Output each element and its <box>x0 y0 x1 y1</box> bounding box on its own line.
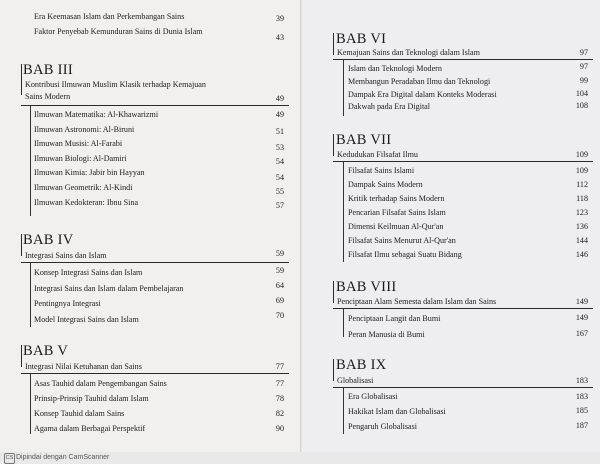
toc-page-number: 55 <box>275 187 284 196</box>
chapter-heading: BAB III <box>23 62 74 78</box>
toc-entry: Hakikat Islam dan Globalisasi <box>348 407 446 416</box>
toc-entry: Peran Manusia di Bumi <box>348 330 425 339</box>
chapter-page-number: 59 <box>275 249 284 258</box>
toc-page-number: 167 <box>575 329 588 338</box>
toc-page-number: 54 <box>275 173 284 182</box>
toc-page-number: 59 <box>275 266 284 275</box>
toc-page-number: 183 <box>575 392 588 401</box>
toc-page-number: 82 <box>275 409 284 418</box>
chapter-page-number: 97 <box>579 48 588 57</box>
toc-entry: Ilmuwan Geometrik: Al-Kindi <box>34 183 133 192</box>
chapter-rule <box>333 59 593 60</box>
toc-page-number: 149 <box>575 313 588 322</box>
chapter-page-number: 109 <box>575 150 588 159</box>
toc-page-number: 70 <box>275 311 284 320</box>
toc-page-number: 187 <box>575 421 588 430</box>
chapter-title-continued: Sains Modern <box>25 92 71 101</box>
chapter-page-number: 49 <box>275 94 284 103</box>
toc-entry: Asas Tauhid dalam Pengembangan Sains <box>34 379 167 388</box>
toc-entry: Ilmuwan Musisi: Al-Farabi <box>34 139 123 148</box>
toc-entry: Ilmuwan Astronomi: Al-Biruni <box>34 125 135 134</box>
toc-entry: Dimensi Keilmuan Al-Qur'an <box>348 222 444 231</box>
toc-page-number: 108 <box>575 101 588 110</box>
chapter-bracket <box>30 374 31 434</box>
toc-entry: Ilmuwan Biologi: Al-Damiri <box>34 154 127 163</box>
toc-entry: Model Integrasi Sains dan Islam <box>34 315 139 324</box>
chapter-rule <box>21 105 289 106</box>
toc-entry: Konsep Tauhid dalam Sains <box>34 409 125 418</box>
chapter-page-number: 77 <box>275 362 284 371</box>
chapter-title: Globalisasi <box>337 376 374 385</box>
toc-page-number: 104 <box>575 89 588 98</box>
toc-entry: Era Globalisasi <box>348 392 398 401</box>
toc-entry: Ilmuwan Matematika: Al-Khawarizmi <box>34 110 159 119</box>
chapter-title: Kemajuan Sains dan Teknologi dalam Islam <box>337 48 480 57</box>
toc-page-number: 77 <box>275 379 284 388</box>
chapter-bracket <box>343 60 344 116</box>
toc-page-number: 53 <box>275 143 284 152</box>
chapter-title: Penciptaan Alam Semesta dalam Islam dan Sains <box>337 297 497 306</box>
chapter-title: Integrasi Nilai Ketuhanan dan Sains <box>25 362 142 371</box>
chapter-rule <box>333 308 593 309</box>
toc-page-number: 136 <box>575 222 588 231</box>
chapter-heading: BAB VI <box>336 31 387 47</box>
chapter-page-number: 149 <box>575 297 588 306</box>
toc-entry: Konsep Integrasi Sains dan Islam <box>34 268 143 277</box>
toc-entry: Pengaruh Globalisasi <box>348 422 418 431</box>
chapter-bracket <box>343 162 344 262</box>
toc-page-number: 43 <box>275 33 284 42</box>
toc-page-number: 78 <box>275 394 284 403</box>
chapter-bracket <box>343 388 344 434</box>
toc-page-number: 97 <box>579 62 588 71</box>
chapter-heading: BAB VII <box>336 132 392 148</box>
toc-page-number: 49 <box>275 110 284 119</box>
chapter-title: Kedudukan Filsafat Ilmu <box>337 150 418 159</box>
toc-page-number: 51 <box>275 127 284 136</box>
chapter-title: Integrasi Sains dan Islam <box>25 251 107 260</box>
toc-entry: Faktor Penyebab Kemunduran Sains di Dunia Islam <box>34 27 203 36</box>
chapter-rule <box>333 161 593 162</box>
chapter-bracket <box>30 263 31 327</box>
chapter-heading: BAB IX <box>336 357 387 373</box>
toc-entry: Agama dalam Berbagai Perspektif <box>34 424 146 433</box>
toc-page-number: 112 <box>576 180 588 189</box>
toc-entry: Kritik terhadap Sains Modern <box>348 194 445 203</box>
chapter-rule <box>21 262 289 263</box>
toc-page-number: 54 <box>275 157 284 166</box>
chapter-heading: BAB V <box>23 343 69 359</box>
left-page <box>0 0 302 452</box>
chapter-heading: BAB VIII <box>336 279 397 295</box>
toc-entry: Penciptaan Langit dan Bumi <box>348 314 441 323</box>
chapter-page-number: 183 <box>575 376 588 385</box>
toc-page-number: 64 <box>275 281 284 290</box>
toc-entry: Dampak Sains Modern <box>348 180 423 189</box>
toc-entry: Ilmuwan Kedokteran: Ibnu Sina <box>34 198 139 207</box>
chapter-rule <box>333 387 593 388</box>
toc-entry: Membangun Peradaban Ilmu dan Teknologi <box>348 77 491 86</box>
scanner-footer-text: Dipindai dengan CamScanner <box>16 453 110 461</box>
toc-entry: Era Keemasan Islam dan Perkembangan Sains <box>34 12 185 21</box>
toc-page-number: 118 <box>576 194 588 203</box>
toc-page-number: 39 <box>275 14 284 23</box>
toc-entry: Filsafat Sains Menurut Al-Qur'an <box>348 236 456 245</box>
toc-entry: Prinsip-Prinsip Tauhid dalam Islam <box>34 394 149 403</box>
toc-entry: Filsafat Sains Islami <box>348 166 415 175</box>
toc-entry: Dakwah pada Era Digital <box>348 102 431 111</box>
toc-page-number: 90 <box>275 424 284 433</box>
toc-entry: Filsafat Ilmu sebagai Suatu Bidang <box>348 250 462 259</box>
toc-entry: Pentingnya Integrasi <box>34 299 101 308</box>
chapter-bracket <box>343 309 344 337</box>
toc-page-number: 57 <box>275 201 284 210</box>
right-page <box>304 0 600 452</box>
toc-entry: Integrasi Sains dan Islam dalam Pembelajaran <box>34 284 184 293</box>
chapter-bracket <box>30 106 31 216</box>
toc-page-number: 144 <box>575 236 588 245</box>
toc-entry: Pencarian Filsafat Sains Islam <box>348 208 446 217</box>
toc-page-number: 99 <box>579 76 588 85</box>
chapter-heading: BAB IV <box>23 232 74 248</box>
toc-page-number: 185 <box>575 406 588 415</box>
toc-page-number: 109 <box>575 166 588 175</box>
chapter-title: Kontribusi Ilmuwan Muslim Klasik terhadap Kemajuan <box>25 80 206 89</box>
toc-entry: Islam dan Teknologi Modern <box>348 64 442 73</box>
toc-entry: Ilmuwan Kimia: Jabir bin Hayyan <box>34 168 145 177</box>
toc-page-number: 69 <box>275 296 284 305</box>
scanner-footer <box>0 452 600 464</box>
toc-page-number: 123 <box>575 208 588 217</box>
chapter-rule <box>21 373 289 374</box>
toc-page-number: 146 <box>575 250 588 259</box>
camscanner-logo-icon: CS <box>4 453 15 464</box>
toc-entry: Dampak Era Digital dalam Konteks Moderasi <box>348 90 497 99</box>
